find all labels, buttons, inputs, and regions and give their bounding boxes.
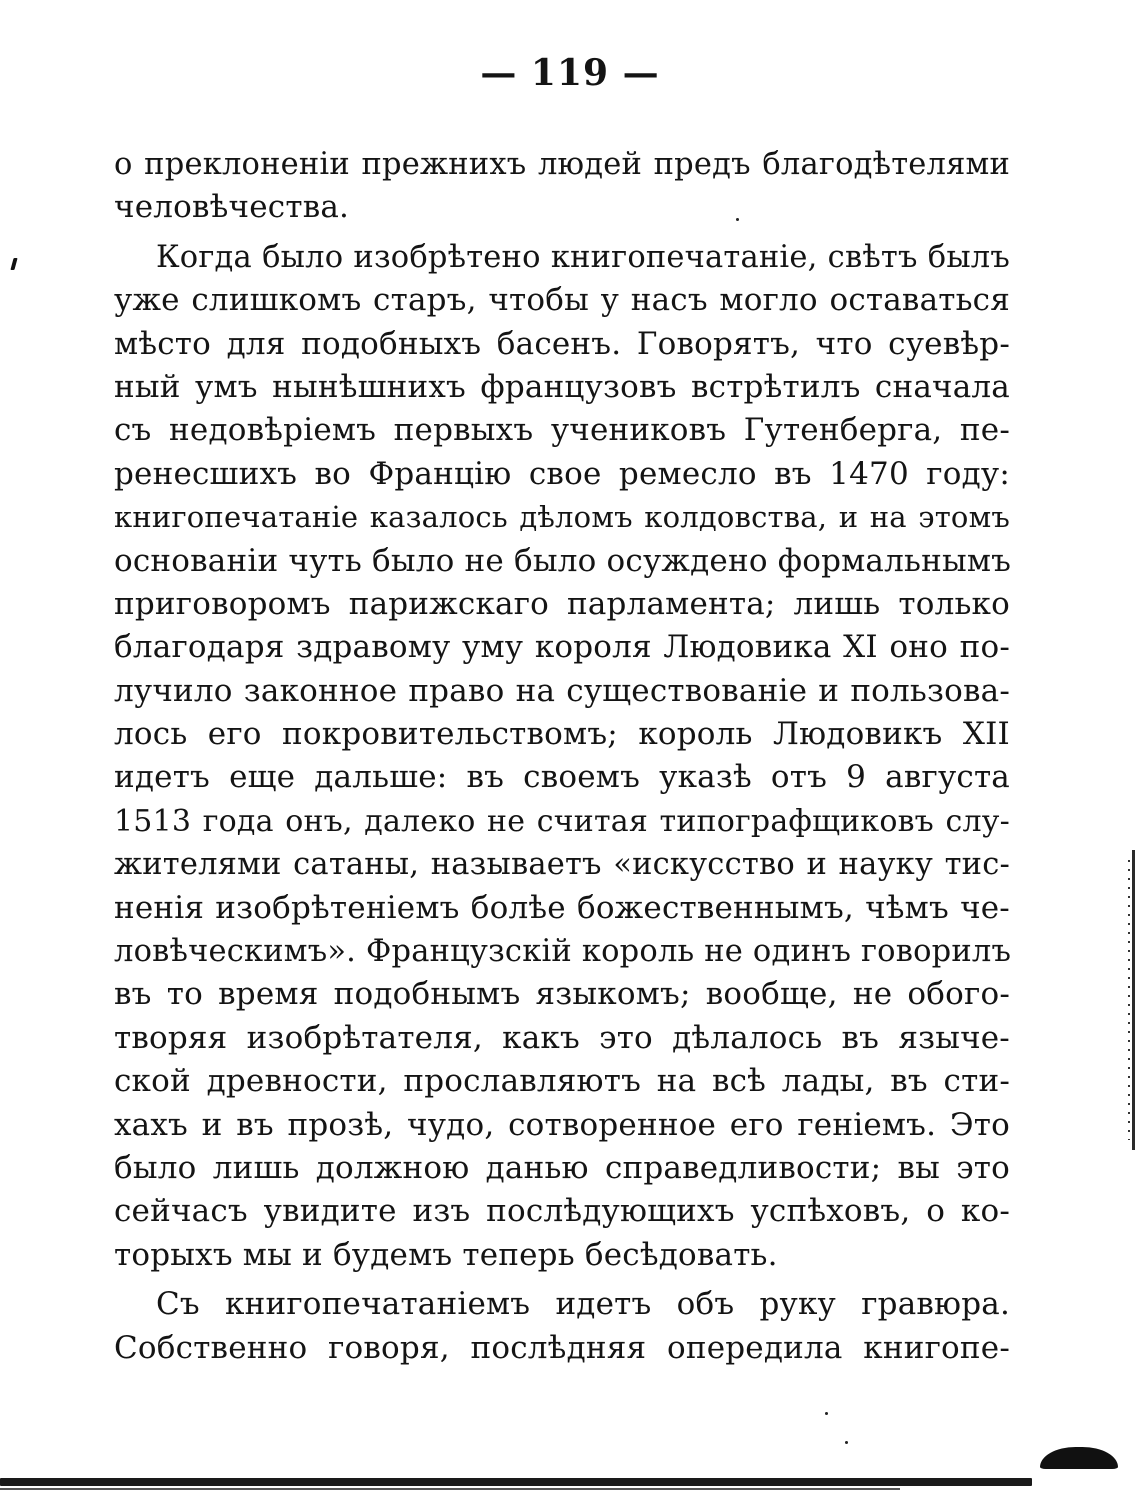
margin-mark <box>10 258 17 270</box>
bottom-scan-rule <box>0 1478 1032 1486</box>
body-text <box>114 143 1010 1370</box>
text-line: Когда было изобрѣтено книгопечатаніе, свѣтъ былъ <box>156 239 1010 275</box>
page-edge-rule <box>1132 850 1135 1150</box>
text-line: жителями сатаны, называетъ «искусство и науку тис- <box>114 847 1010 883</box>
text-line: книгопечатаніе казалось дѣломъ колдовства, и на этомъ <box>114 500 1010 535</box>
text-line: лось его покровительствомъ; король Людовикъ XII <box>114 716 1010 753</box>
text-line: о преклоненіи прежнихъ людей предъ благодѣтелями <box>114 147 1010 182</box>
bottom-scan-rule-thin <box>0 1488 900 1490</box>
stray-dot <box>736 218 739 221</box>
text-line: уже слишкомъ старъ, чтобы у насъ могло оставаться <box>114 282 1010 319</box>
text-line: сейчасъ увидите изъ послѣдующихъ успѣховъ, о ко- <box>114 1193 1010 1230</box>
text-line: лучило законное право на существованіе и пользова- <box>114 672 1010 709</box>
text-line: основаніи чуть было не было осуждено формальнымъ <box>114 542 1012 579</box>
page-number: — 119 — <box>480 52 660 94</box>
text-line: приговоромъ парижскаго парламента; лишь только <box>114 585 1010 622</box>
text-line: ненія изобрѣтеніемъ болѣе божественнымъ, чѣмъ че- <box>114 889 1010 926</box>
text-line: творяя изобрѣтателя, какъ это дѣлалось въ языче- <box>114 1019 1010 1056</box>
text-line: ный умъ нынѣшнихъ французовъ встрѣтилъ сначала <box>114 368 1010 405</box>
text-line: въ то время подобнымъ языкомъ; вообще, не обого- <box>114 976 1010 1013</box>
text-line: съ недовѣріемъ первыхъ учениковъ Гутенберга, пе- <box>114 412 1010 449</box>
text-line: благодаря здравому уму короля Людовика XI оно по- <box>114 629 1010 666</box>
text-line: человѣчества. <box>114 189 350 226</box>
text-line: ловѣческимъ». Французскій король не одинъ говорилъ <box>114 934 1012 970</box>
text-line: Съ книгопечатаніемъ идетъ объ руку гравюра. <box>156 1286 1010 1323</box>
stray-dot <box>825 1412 828 1415</box>
page-edge-perforation <box>1128 860 1130 1140</box>
text-line: торыхъ мы и будемъ теперь бесѣдовать. <box>114 1236 778 1273</box>
ink-smudge <box>1040 1447 1118 1469</box>
text-line: Собственно говоря, послѣдняя опередила книгопе- <box>114 1329 1010 1366</box>
text-line: идетъ еще дальше: въ своемъ указѣ отъ 9 августа <box>114 759 1010 796</box>
text-line: мѣсто для подобныхъ басенъ. Говорятъ, что суевѣр- <box>114 325 1010 362</box>
text-line: ренесшихъ во Францію свое ремесло въ 1470 году: <box>114 455 1010 492</box>
stray-dot <box>845 1441 848 1444</box>
text-line: было лишь должною данью справедливости; вы это <box>114 1149 1010 1186</box>
text-line: 1513 года онъ, далеко не считая типографщиковъ слу- <box>114 803 1010 839</box>
text-line: ской древности, прославляютъ на всѣ лады, въ сти- <box>114 1063 1010 1100</box>
text-line: хахъ и въ прозѣ, чудо, сотворенное его геніемъ. Это <box>114 1106 1010 1143</box>
